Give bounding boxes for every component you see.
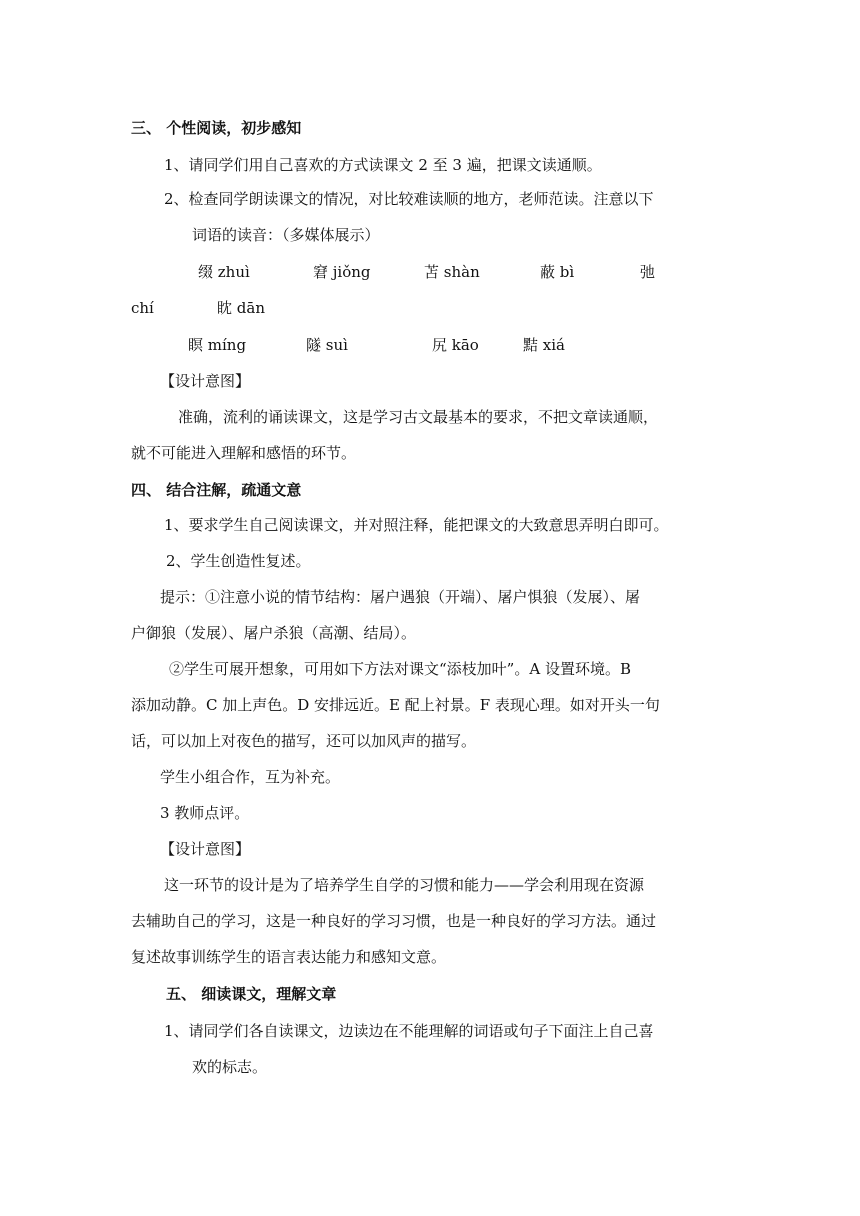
- pinyin-word: 隧 suì: [306, 336, 348, 354]
- paragraph: ②学生可展开想象，可用如下方法对课文“添枝加叶”。A 设置环境。B: [169, 660, 631, 678]
- section-heading-3: 三、 个性阅读，初步感知: [131, 119, 302, 137]
- design-intent-label: 【设计意图】: [160, 840, 251, 858]
- paragraph: 就不可能进入理解和感悟的环节。: [131, 444, 357, 462]
- paragraph: 话，可以加上对夜色的描写，还可以加风声的描写。: [131, 732, 477, 750]
- pinyin-word: 弛: [640, 263, 656, 281]
- design-intent-label: 【设计意图】: [160, 372, 251, 390]
- pinyin-word: 黠 xiá: [523, 336, 565, 354]
- paragraph: 复述故事训练学生的语言表达能力和感知文意。: [131, 948, 447, 966]
- paragraph: 1、请同学们各自读课文，边读边在不能理解的词语或句子下面注上自己喜: [164, 1022, 654, 1040]
- paragraph: 欢的标志。: [192, 1058, 268, 1076]
- pinyin-word: chí: [131, 299, 154, 317]
- paragraph: 去辅助自己的学习，这是一种良好的学习习惯，也是一种良好的学习方法。通过: [131, 912, 657, 930]
- paragraph: 户御狼（发展）、屠户杀狼（高潮、结局）。: [131, 624, 417, 642]
- paragraph: 1、要求学生自己阅读课文，并对照注释，能把课文的大致意思弄明白即可。: [164, 516, 669, 534]
- paragraph: 2、检查同学朗读课文的情况，对比较难读顺的地方，老师范读。注意以下: [164, 190, 654, 208]
- pinyin-word: 窘 jiǒng: [313, 263, 371, 281]
- pinyin-word: 瞑 míng: [188, 336, 247, 354]
- paragraph: 准确，流利的诵读课文，这是学习古文最基本的要求，不把文章读通顺，: [178, 408, 659, 426]
- pinyin-word: 眈 dān: [217, 299, 265, 317]
- paragraph: 学生小组合作，互为补充。: [160, 768, 341, 786]
- paragraph: 添加动静。C 加上声色。D 安排远近。E 配上衬景。F 表现心理。如对开头一句: [131, 696, 660, 714]
- pinyin-word: 尻 kāo: [432, 336, 479, 354]
- section-heading-4: 四、 结合注解，疏通文意: [131, 481, 302, 499]
- pinyin-word: 苫 shàn: [424, 263, 480, 281]
- pinyin-word: 缀 zhuì: [198, 263, 250, 281]
- pinyin-word: 蔽 bì: [540, 263, 575, 281]
- paragraph: 2、学生创造性复述。: [166, 552, 311, 570]
- section-heading-5: 五、 细读课文，理解文章: [166, 985, 337, 1003]
- paragraph: 这一环节的设计是为了培养学生自学的习惯和能力——学会利用现在资源: [164, 876, 645, 894]
- paragraph: 提示：①注意小说的情节结构：屠户遇狼（开端）、屠户惧狼（发展）、屠: [160, 588, 641, 606]
- paragraph: 词语的读音：（多媒体展示）: [192, 226, 380, 244]
- paragraph: 3 教师点评。: [160, 804, 250, 822]
- paragraph: 1、请同学们用自己喜欢的方式读课文 2 至 3 遍，把课文读通顺。: [164, 156, 602, 174]
